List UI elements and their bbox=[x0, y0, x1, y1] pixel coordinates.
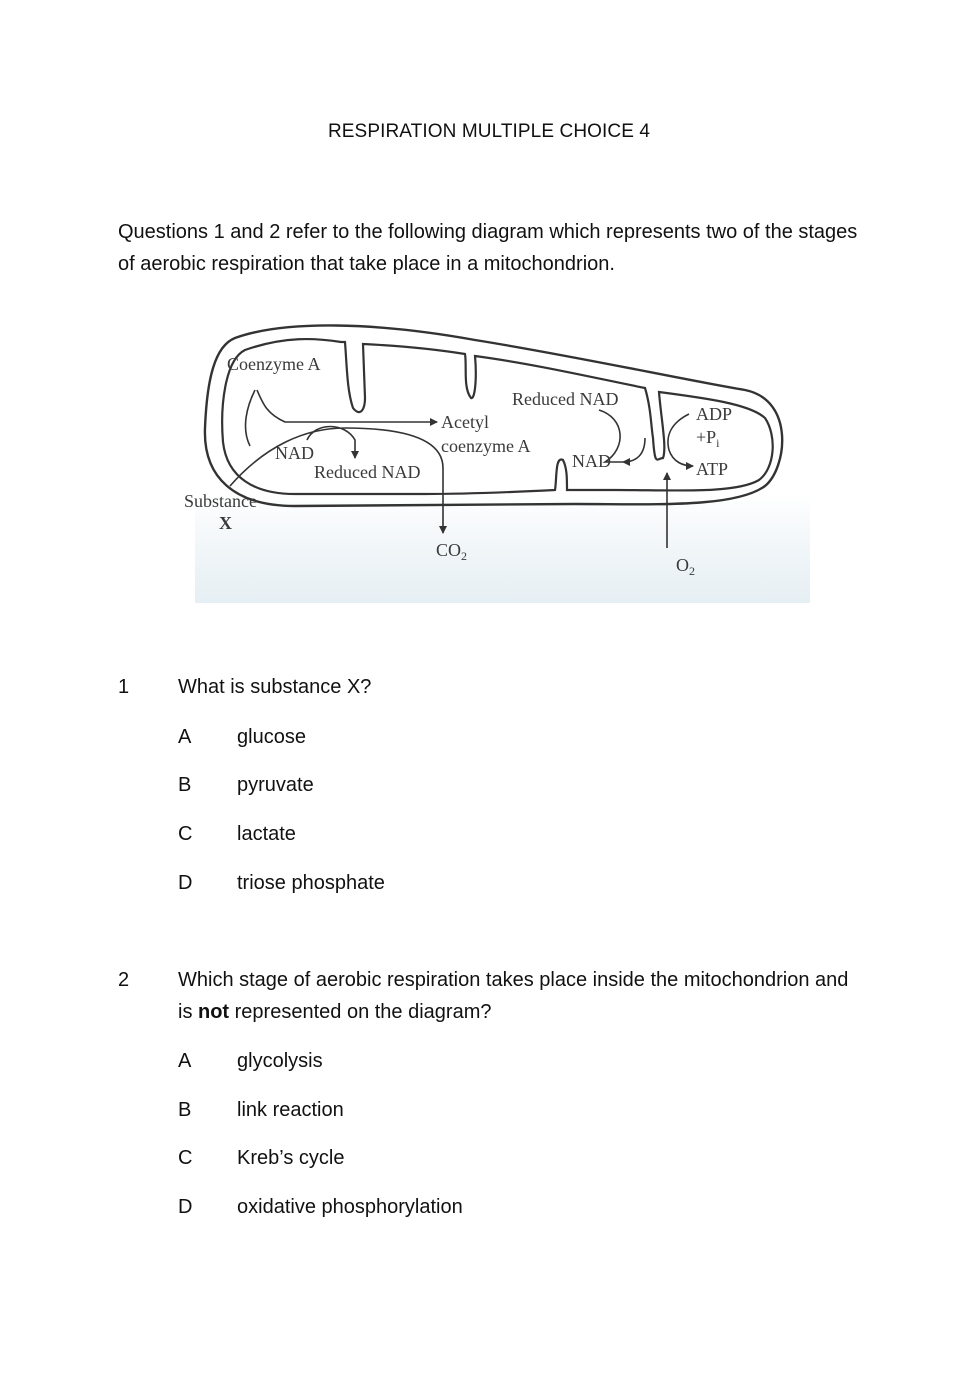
label-substance: Substance bbox=[184, 491, 257, 511]
q1-option-d-text: triose phosphate bbox=[237, 872, 385, 894]
q2-option-c-text: Kreb’s cycle bbox=[237, 1147, 345, 1169]
q1-option-c-letter: C bbox=[178, 823, 193, 845]
q2-option-b-text: link reaction bbox=[237, 1099, 344, 1121]
q1-option-a-text: glucose bbox=[237, 726, 306, 748]
question-2-text-start: Which stage of aerobic respiration takes place inside the mitochondrion and is bbox=[178, 969, 849, 1023]
question-2-text-end: represented on the diagram? bbox=[229, 1001, 492, 1023]
coa-to-acetyl-arrow bbox=[257, 390, 437, 422]
question-1-text: What is substance X? bbox=[178, 676, 372, 698]
label-reduced-nad-right: Reduced NAD bbox=[512, 389, 619, 409]
label-coenzyme-a: Coenzyme A bbox=[227, 354, 321, 374]
page-title: RESPIRATION MULTIPLE CHOICE 4 bbox=[327, 121, 651, 142]
q2-option-a-text: glycolysis bbox=[237, 1050, 323, 1072]
q1-option-b-text: pyruvate bbox=[237, 774, 314, 796]
mitochondrion-diagram bbox=[175, 318, 815, 608]
intro-paragraph: Questions 1 and 2 refer to the following diagram which represents two of the stages of aerobic respiration that take place in a mitochondrion. bbox=[118, 221, 858, 275]
nad-return-arrow bbox=[623, 438, 645, 462]
question-2-text bbox=[178, 964, 868, 1028]
label-reduced-nad-left: Reduced NAD bbox=[314, 462, 421, 482]
left-curve bbox=[246, 390, 255, 446]
question-2-text-emphasis: not bbox=[198, 1001, 230, 1023]
label-substance-x: X bbox=[219, 513, 232, 533]
q1-option-d-letter: D bbox=[178, 872, 193, 894]
adp-atp-arrow bbox=[668, 414, 693, 466]
label-nad-right: NAD bbox=[572, 451, 611, 471]
label-acetyl-coenzyme-a: coenzyme A bbox=[441, 436, 531, 456]
label-atp: ATP bbox=[696, 459, 729, 479]
q2-option-a-letter: A bbox=[178, 1050, 192, 1072]
q2-option-c-letter: C bbox=[178, 1147, 193, 1169]
q2-option-d-letter: D bbox=[178, 1196, 193, 1218]
label-o2: $O_2$ bbox=[676, 555, 695, 578]
label-acetyl: Acetyl bbox=[441, 412, 489, 432]
question-2-number: 2 bbox=[118, 969, 130, 991]
q2-option-b-letter: B bbox=[178, 1099, 192, 1121]
question-1-number: 1 bbox=[118, 676, 130, 698]
q1-option-c-text: lactate bbox=[237, 823, 296, 845]
diagram-background bbox=[195, 493, 810, 603]
label-co2: $CO_2$ bbox=[436, 540, 468, 563]
label-pi: $+P_i$ bbox=[696, 427, 720, 450]
q1-option-b-letter: B bbox=[178, 774, 192, 796]
label-adp: ADP bbox=[696, 404, 733, 424]
q2-option-d-text: oxidative phosphorylation bbox=[237, 1196, 463, 1218]
nad-reduction-arrow bbox=[307, 427, 355, 459]
q1-option-a-letter: A bbox=[178, 726, 192, 748]
label-nad-left: NAD bbox=[275, 443, 314, 463]
